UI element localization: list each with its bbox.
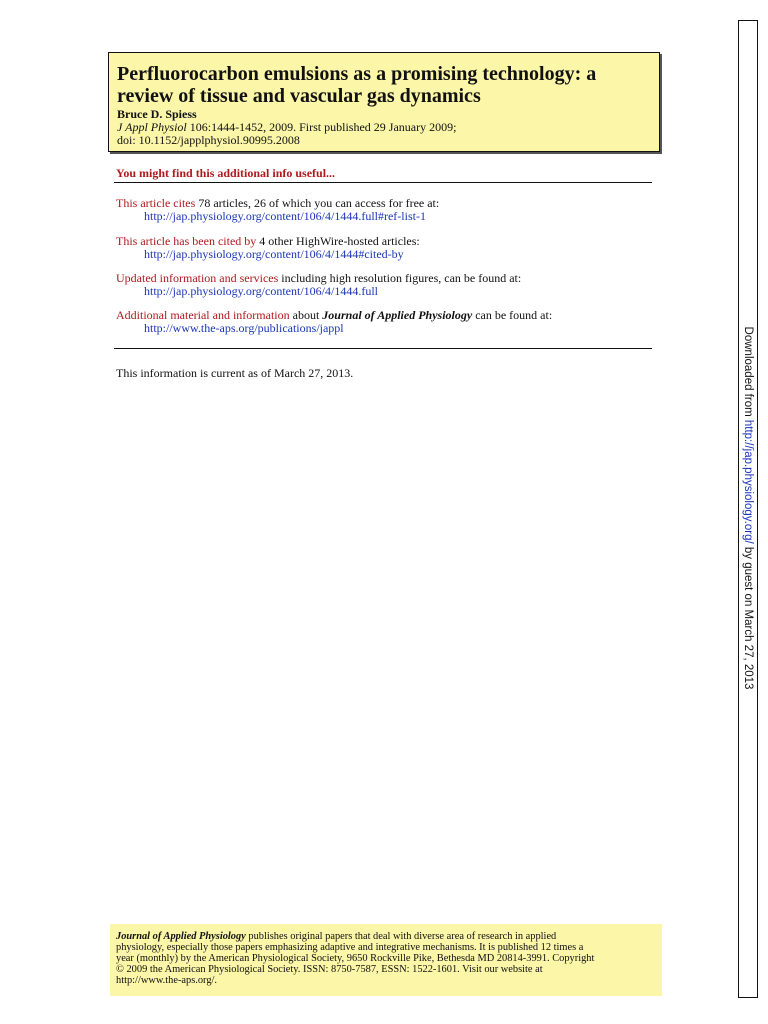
info-item-label: This article cites xyxy=(116,196,196,210)
info-item-cited-by xyxy=(116,235,420,261)
info-item-text: 4 other HighWire-hosted articles: xyxy=(256,234,420,248)
article-title-box xyxy=(108,52,660,152)
article-title xyxy=(117,63,659,107)
cited-by-link[interactable]: http://jap.physiology.org/content/106/4/1444#cited-by xyxy=(144,247,404,261)
author-name: Bruce D. Spiess xyxy=(117,107,197,121)
title-line-1: Perfluorocarbon emulsions as a promising technology: a xyxy=(117,63,597,85)
info-item-text: 78 articles, 26 of which you can access for free at: xyxy=(195,196,440,210)
footer-line-4: © 2009 the American Physiological Society. ISSN: 8750-7587, ESSN: 1522-1601. Visit our website at xyxy=(116,964,543,975)
info-item-text-before: about xyxy=(289,308,323,322)
citation-details: 106:1444-1452, 2009. First published 29 January 2009; xyxy=(186,120,457,134)
footer-line-1: Journal of Applied Physiology publishes original papers that deal with diverse area of research in applied xyxy=(116,931,557,942)
info-item-text-after: can be found at: xyxy=(472,308,553,322)
useful-info-heading: You might find this additional info useful... xyxy=(116,166,336,180)
journal-abbrev: J Appl Physiol xyxy=(117,120,187,134)
doi: doi: 10.1152/japplphysiol.90995.2008 xyxy=(117,133,300,147)
info-item-label: Updated information and services xyxy=(116,271,279,285)
info-item-text: including high resolution figures, can be found at: xyxy=(278,271,522,285)
info-item-label: This article has been cited by xyxy=(116,234,257,248)
download-source-link[interactable]: http://jap.physiology.org/ xyxy=(742,419,754,544)
divider-bottom xyxy=(114,348,652,349)
journal-name: Journal of Applied Physiology xyxy=(322,308,473,322)
ref-list-link[interactable]: http://jap.physiology.org/content/106/4/1444.full#ref-list-1 xyxy=(144,209,426,223)
download-notice: Downloaded from http://jap.physiology.org/ by guest on March 27, 2013 xyxy=(742,326,754,690)
full-text-link[interactable]: http://jap.physiology.org/content/106/4/1444.full xyxy=(144,284,378,298)
footer-journal-name: Journal of Applied Physiology xyxy=(116,931,246,942)
divider-top xyxy=(114,182,652,183)
info-item-label: Additional material and information xyxy=(116,308,290,322)
footer-website-link[interactable]: http://www.the-aps.org/. xyxy=(116,975,218,986)
info-item-updated xyxy=(116,272,521,298)
footer-line-2: physiology, especially those papers emphasizing adaptive and integrative mechanisms. It is published 12 times a xyxy=(116,942,584,953)
info-item-additional xyxy=(116,309,552,335)
title-line-2: review of tissue and vascular gas dynamics xyxy=(117,85,481,107)
journal-footer xyxy=(110,924,662,996)
info-item-cites xyxy=(116,197,439,223)
current-as-of-note: This information is current as of March 27, 2013. xyxy=(116,366,354,380)
footer-line-3: year (monthly) by the American Physiological Society, 9650 Rockville Pike, Bethesda MD 20814-3991. Copyright xyxy=(116,953,595,964)
publications-link[interactable]: http://www.the-aps.org/publications/jappl xyxy=(144,321,344,335)
